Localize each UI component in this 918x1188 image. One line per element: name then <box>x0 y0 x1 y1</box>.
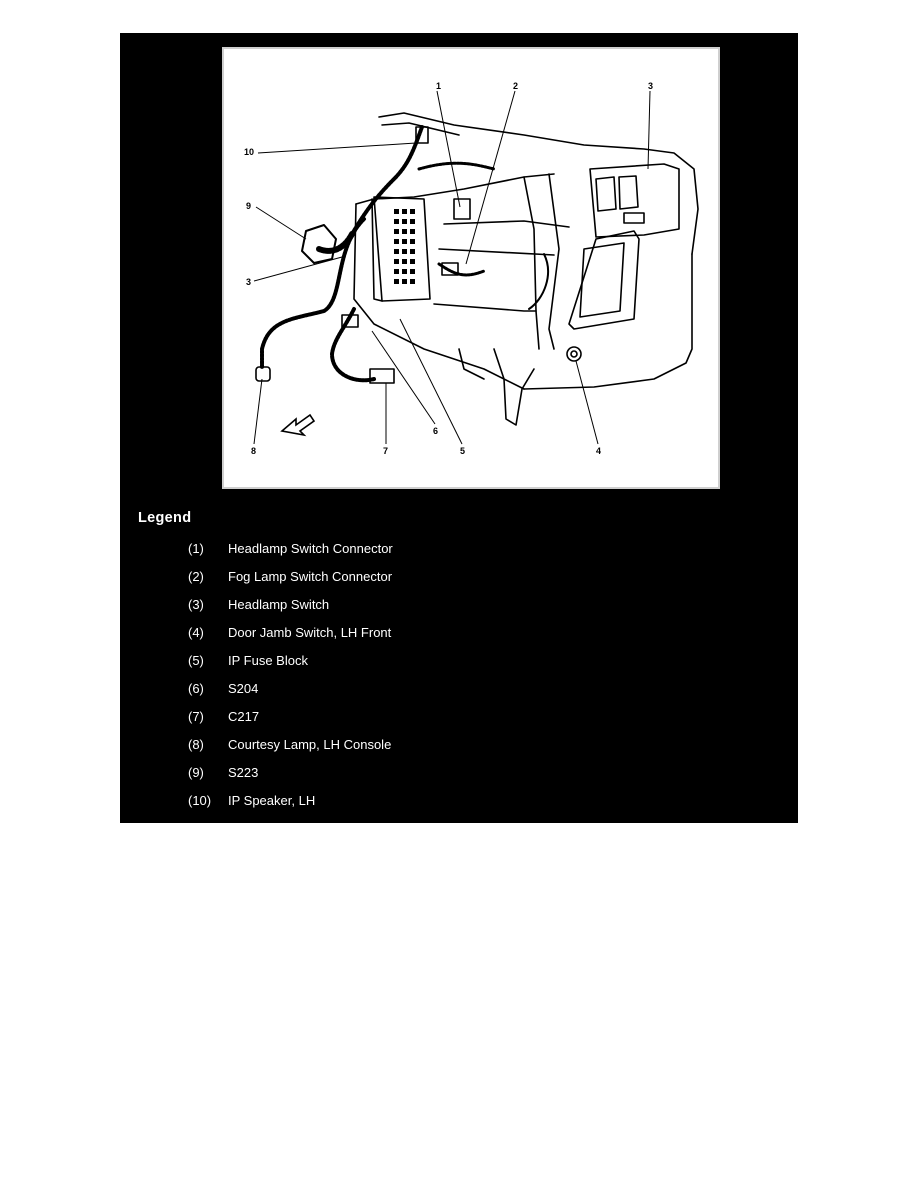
legend-item-number: (3) <box>188 597 204 612</box>
callout-3: 3 <box>648 81 654 91</box>
callout-8: 8 <box>251 446 257 456</box>
callout-7: 7 <box>383 446 389 456</box>
legend-item-number: (7) <box>188 709 204 724</box>
callout-9: 9 <box>246 201 252 211</box>
legend-item-text: Courtesy Lamp, LH Console <box>228 737 392 752</box>
legend-item-number: (8) <box>188 737 204 752</box>
callout-5: 5 <box>460 446 466 456</box>
legend-item-text: C217 <box>228 709 260 724</box>
legend-item-number: (9) <box>188 765 204 780</box>
legend-item-text: IP Fuse Block <box>228 653 308 668</box>
legend-item-text: IP Speaker, LH <box>228 793 316 808</box>
component-location-diagram <box>224 49 718 487</box>
legend-item-text: Fog Lamp Switch Connector <box>228 569 393 584</box>
wiring-diagram-figure <box>222 47 720 489</box>
legend-item-text: Headlamp Switch Connector <box>228 541 393 556</box>
legend-item-number: (10) <box>188 793 212 808</box>
callout-4: 4 <box>596 446 602 456</box>
legend-item-number: (1) <box>188 541 204 556</box>
legend-item-text: S223 <box>228 765 259 780</box>
callout-1: 1 <box>436 81 442 91</box>
legend-item-number: (2) <box>188 569 204 584</box>
callout-6: 6 <box>433 426 439 436</box>
legend-item-text: Door Jamb Switch, LH Front <box>228 625 392 640</box>
legend-title: Legend <box>138 510 192 526</box>
legend-item-number: (4) <box>188 625 204 640</box>
legend-item-number: (6) <box>188 681 204 696</box>
callout-2: 2 <box>513 81 519 91</box>
legend-item-text: Headlamp Switch <box>228 597 330 612</box>
document-panel <box>120 33 798 823</box>
front-arrow-icon <box>282 415 314 435</box>
callout-10: 10 <box>244 147 255 157</box>
legend-item-text: S204 <box>228 681 259 696</box>
callout-3-lower: 3 <box>246 277 252 287</box>
legend-item-number: (5) <box>188 653 204 668</box>
